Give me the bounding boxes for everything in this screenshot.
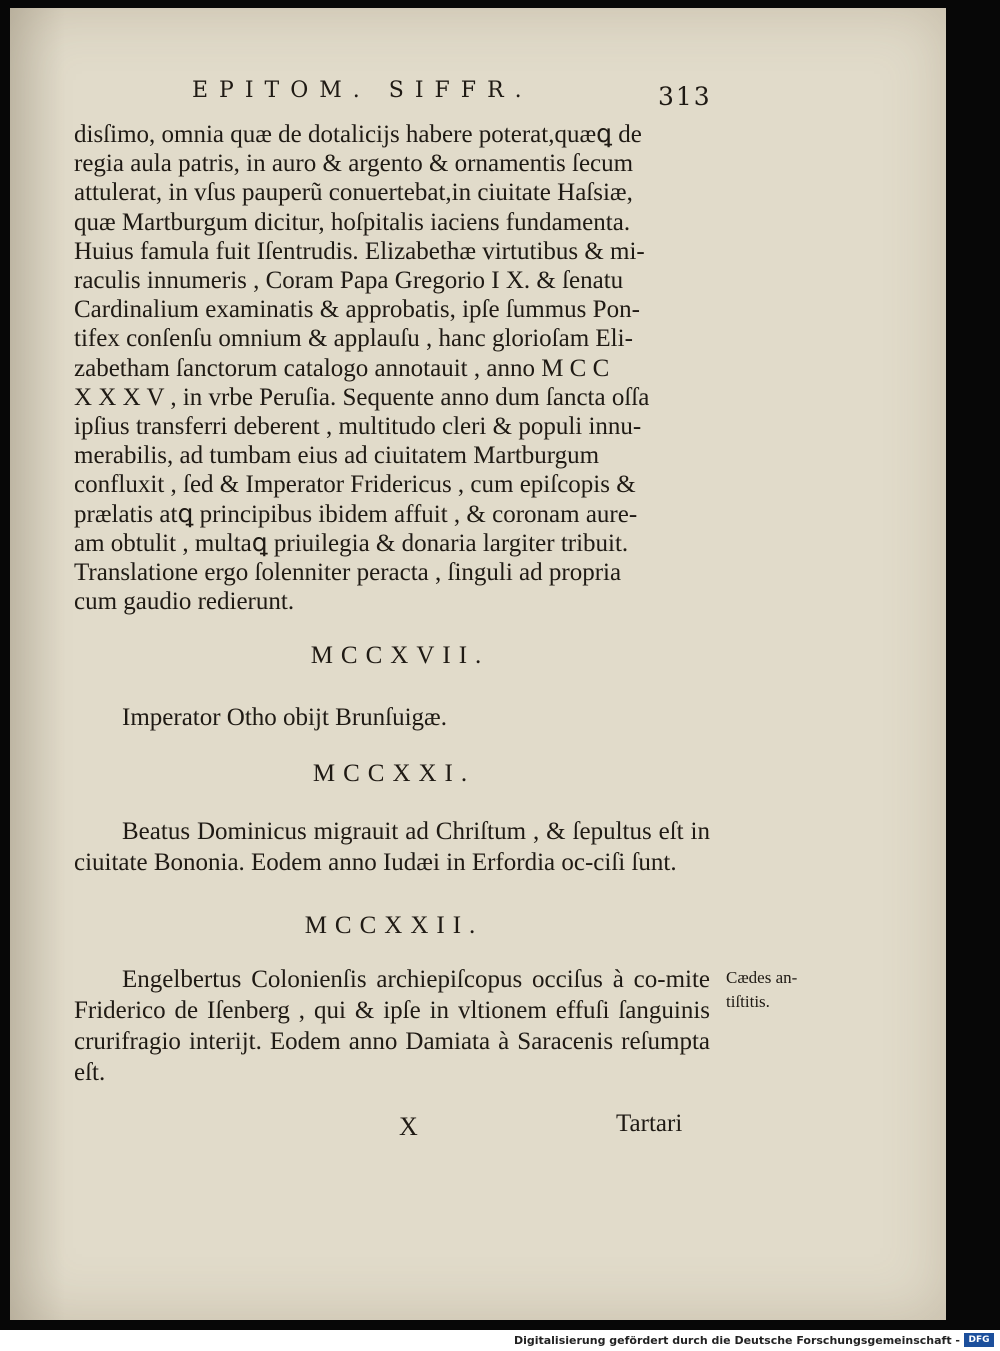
marginal-line: tiſtitis. [726,992,770,1011]
catchword: Tartari [616,1110,683,1137]
funding-credit: Digitalisierung gefördert durch die Deutsche Forschungsgemeinschaft - [513,1334,960,1347]
year-heading-1222: MCCXXII. [304,912,484,939]
signature-mark: X [399,1112,418,1141]
text-line: regia aula patris, in auro & argento & ornamentis ſecum [74,150,634,178]
text-line: zabetham ſanctorum catalogo annotauit , anno M C C [74,354,610,382]
marginal-note [726,966,826,1014]
text-line: attulerat, in vſus pauperũ conuertebat,in ciuitate Haſsiæ, [74,179,633,207]
text-line: confluxit , ſed & Imperator Fridericus , cum epiſcopis & [74,471,636,499]
text-line: ipſius transferri deberent , multitudo cleri & populi innu- [74,413,642,441]
text-line: am obtulit , multaꝗ priuilegia & donaria largiter tribuit. [74,529,629,557]
text-line: Cardinalium examinatis & approbatis, ipſe ſummus Pon- [74,296,640,324]
text-line: X X X V , in vrbe Peruſia. Sequente anno dum ſancta oſſa [74,383,650,411]
entry-1221-text: Beatus Dominicus migrauit ad Chriſtum , & ſepultus eſt in ciuitate Bononia. Eodem anno Iudæi in Erfordia oc-ciſi ſunt. [74,818,710,876]
text-line: Translatione ergo ſolenniter peracta , ſinguli ad propria [74,559,622,587]
text-line: Huius famula fuit Iſentrudis. Elizabethæ virtutibus & mi- [74,237,645,265]
main-paragraph [74,120,714,616]
entry-1222-text: Engelbertus Colonienſis archiepiſcopus occiſus à co-mite Friderico de Iſenberg , qui & ipſe in vltionem effuſi ſanguinis crurifragio interijt. Eodem anno Damiata à Saracenis reſumpta eſt. [74,966,710,1086]
year-heading-1221: MCCXXI. [312,760,476,787]
dfg-logo-icon: DFG [964,1333,994,1347]
text-line: raculis innumeris , Coram Papa Gregorio I X. & ſenatu [74,267,624,295]
text-line: cum gaudio redierunt. [74,588,295,616]
marginal-line: Cædes an- [726,968,798,987]
page-number: 313 [658,82,712,111]
text-line: tifex conſenſu omnium & applauſu , hanc glorioſam Eli- [74,325,633,353]
text-line: prælatis atꝗ principibus ibidem affuit , & coronam aure- [74,500,638,528]
year-heading-1217: MCCXVII. [310,642,490,669]
text-line: disſimo, omnia quæ de dotalicijs habere poterat,quæꝗ de [74,121,642,148]
text-line: merabilis, ad tumbam eius ad ciuitatem Martburgum [74,442,600,470]
entry-1217-text: Imperator Otho obijt Brunſuigæ. [122,704,447,731]
text-line: quæ Martburgum dicitur, hoſpitalis iaciens fundamenta. [74,208,631,236]
digitization-footer [0,1330,1000,1351]
book-page [10,8,946,1320]
running-head: EPITOM. SIFFR. [192,78,533,103]
